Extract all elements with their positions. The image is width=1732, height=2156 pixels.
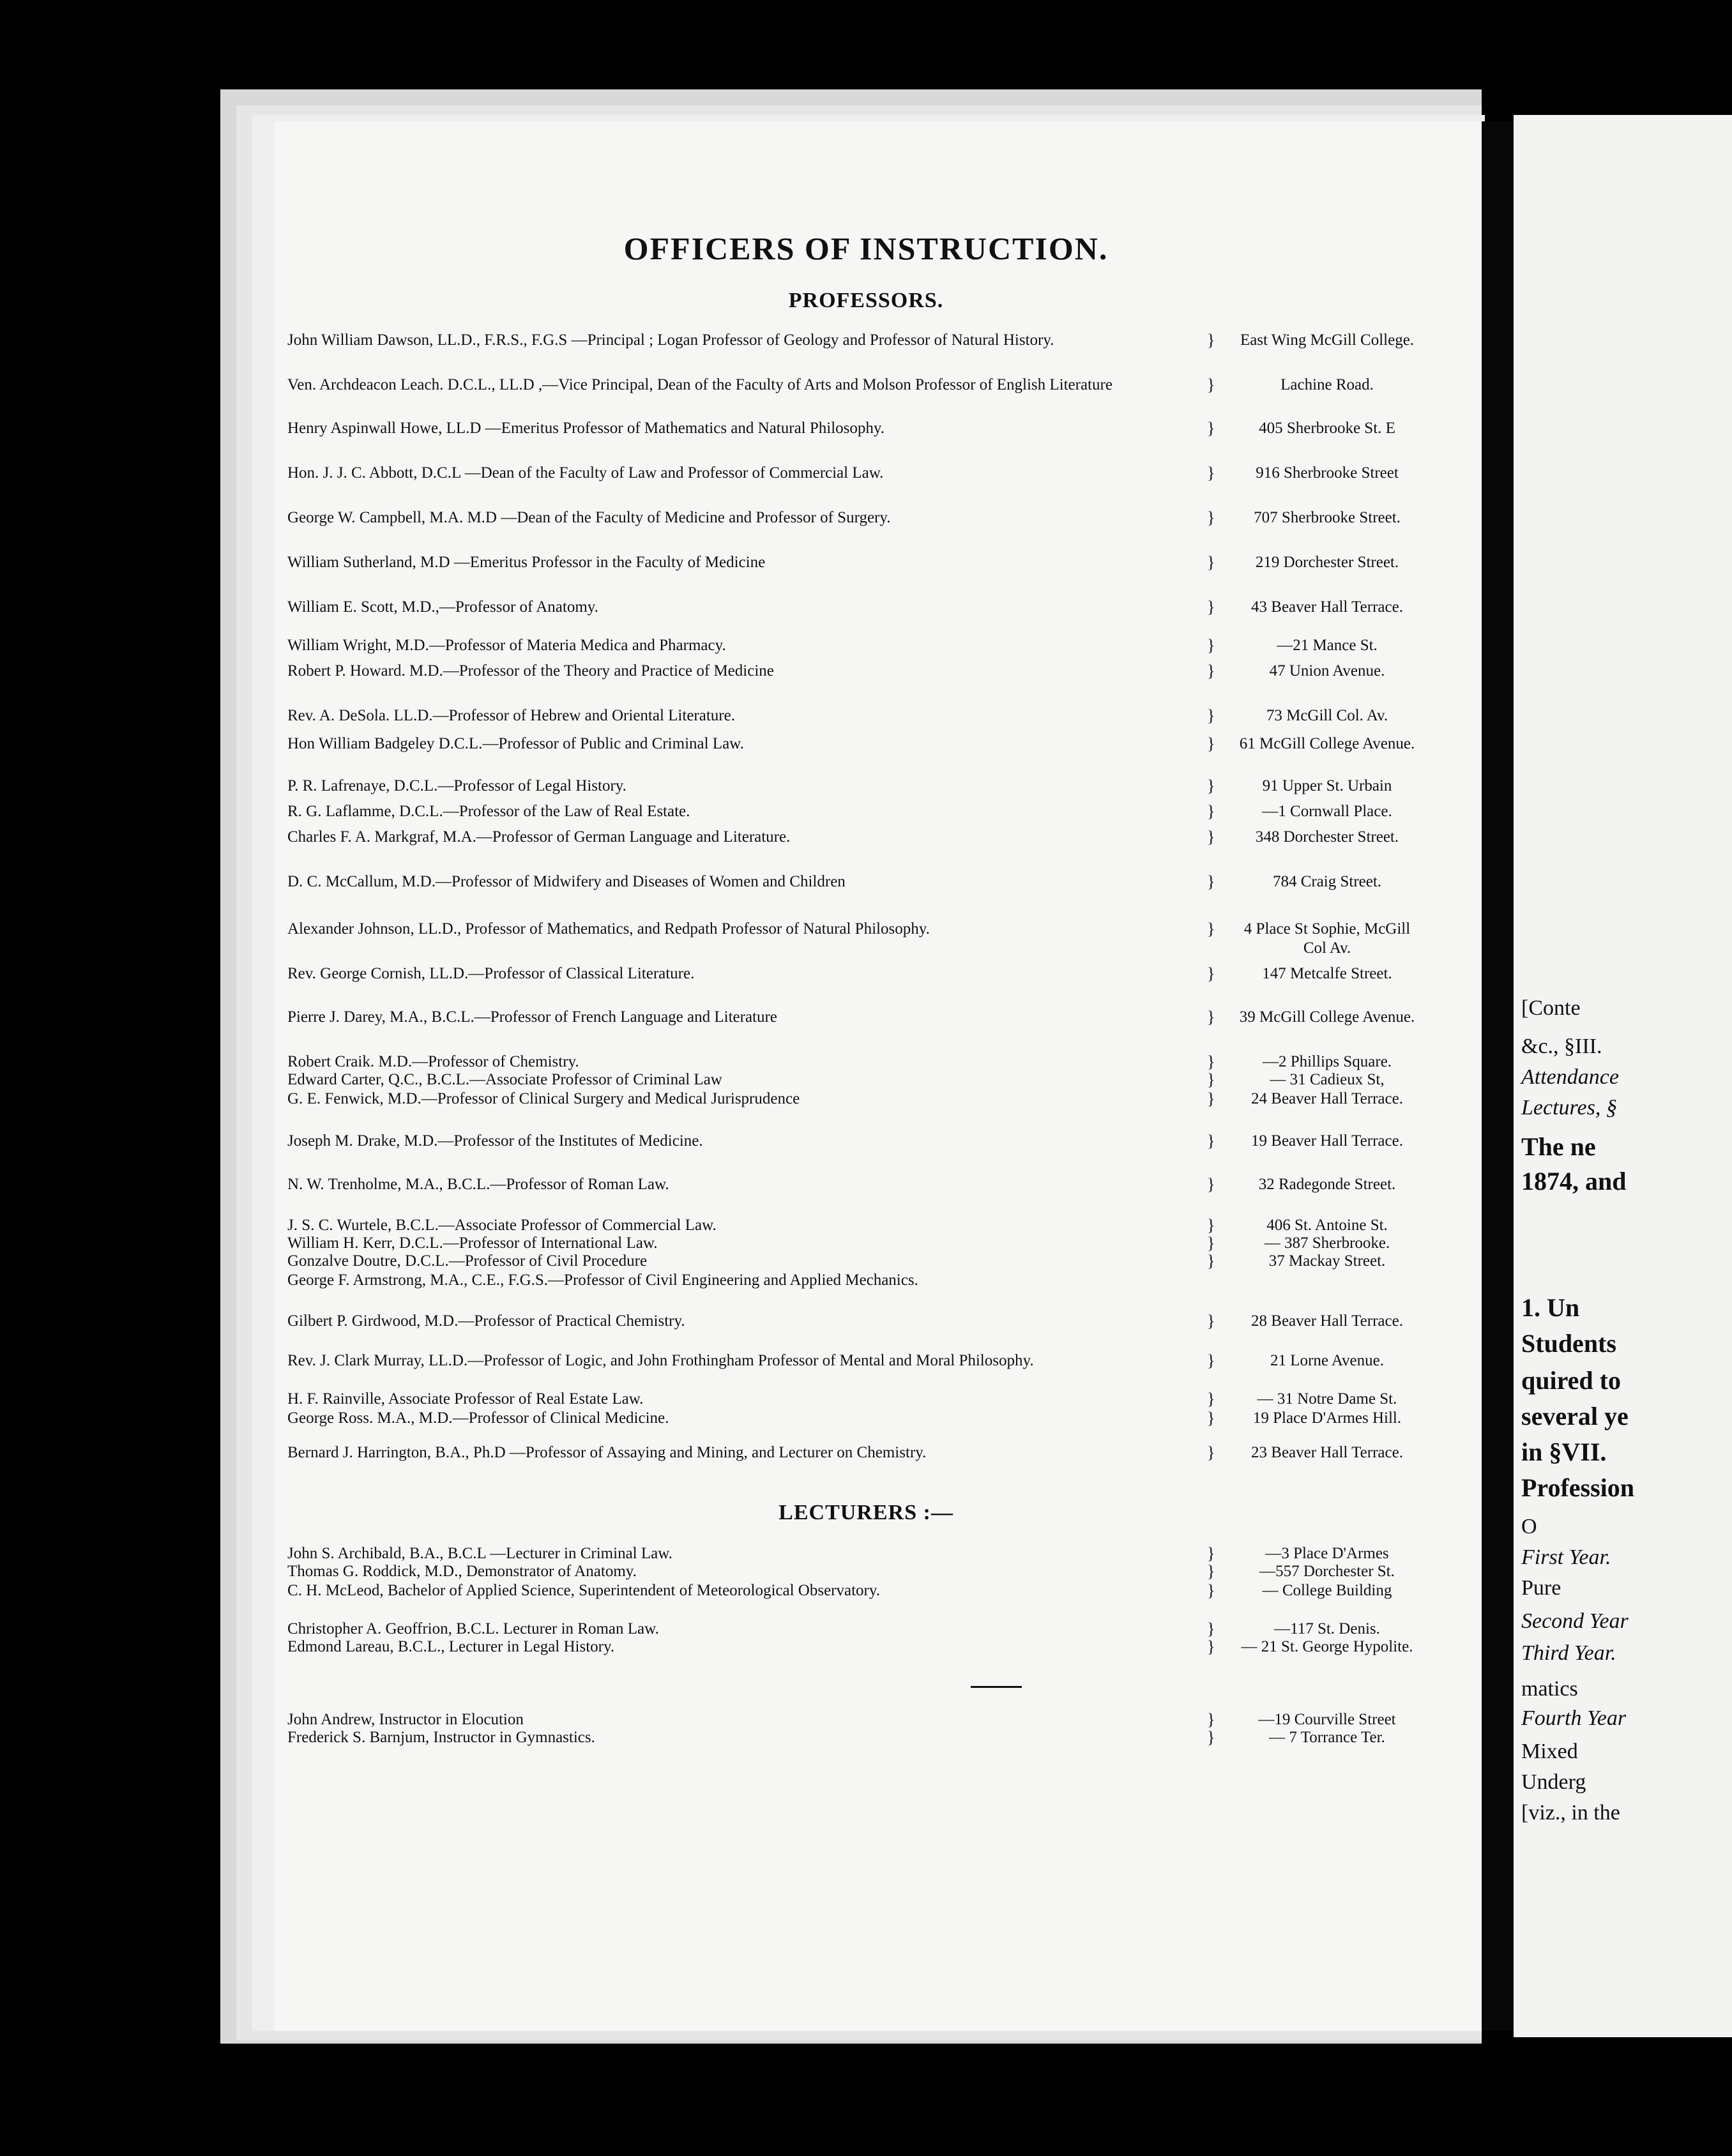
professor-entry [287, 331, 1418, 350]
professor-address: — 31 Notre Dame St. [1257, 1390, 1397, 1408]
professor-name: William E. Scott, M.D.,—Professor of Anatomy. [287, 598, 598, 616]
brace-mark: } [1207, 598, 1215, 616]
professor-entry [287, 1312, 1418, 1331]
brace-mark: } [1207, 1443, 1215, 1462]
right-page-fragment: Underg [1521, 1770, 1586, 1794]
lecturer-entry [287, 1581, 1418, 1600]
professor-name: Alexander Johnson, LL.D., Professor of Mathematics, and Redpath Professor of Natural Philosophy. [287, 920, 930, 938]
right-page-fragment: Lectures, § [1521, 1096, 1617, 1120]
instructor-address: — 7 Torrance Ter. [1269, 1729, 1385, 1746]
right-page-fragment: Third Year. [1521, 1641, 1616, 1665]
professor-address: 219 Dorchester Street. [1255, 554, 1399, 571]
professor-name: Hon William Badgeley D.C.L.—Professor of Public and Criminal Law. [287, 735, 744, 752]
brace-mark: } [1207, 1351, 1215, 1370]
brace-mark: } [1207, 1089, 1215, 1108]
brace-mark: } [1207, 1620, 1215, 1638]
professor-address: 348 Dorchester Street. [1255, 828, 1399, 846]
professor-entry [287, 508, 1418, 528]
professor-name: P. R. Lafrenaye, D.C.L.—Professor of Legal History. [287, 777, 627, 794]
instructor-entry [287, 1710, 1418, 1729]
professor-address: 23 Beaver Hall Terrace. [1251, 1444, 1403, 1461]
right-page-fragment: &c., §III. [1521, 1035, 1602, 1058]
professor-name: George F. Armstrong, M.A., C.E., F.G.S.—Professor of Civil Engineering and Applied Mechanics. [287, 1272, 918, 1289]
right-page-fragment: O [1521, 1515, 1537, 1538]
professor-entry [287, 1070, 1418, 1089]
professor-name: Gilbert P. Girdwood, M.D.—Professor of Practical Chemistry. [287, 1312, 685, 1330]
brace-mark: } [1207, 1132, 1215, 1150]
professor-address: —1 Cornwall Place. [1262, 803, 1392, 820]
professor-name: George W. Campbell, M.A. M.D —Dean of the Faculty of Medicine and Professor of Surgery. [287, 509, 891, 526]
professor-name: Rev. George Cornish, LL.D.—Professor of Classical Literature. [287, 965, 695, 982]
instructor-name: Frederick S. Barnjum, Instructor in Gymnastics. [287, 1729, 595, 1746]
professors-heading: PROFESSORS. [788, 289, 944, 312]
professor-address: — 387 Sherbrooke. [1264, 1234, 1390, 1252]
lecturer-entry [287, 1637, 1418, 1657]
professor-address: 707 Sherbrooke Street. [1254, 509, 1401, 526]
right-page-fragment: 1874, and [1521, 1167, 1627, 1196]
right-page-fragment: Attendance [1521, 1065, 1619, 1089]
professor-entry [287, 1175, 1418, 1194]
professor-address: 39 McGill College Avenue. [1239, 1008, 1415, 1026]
professor-name: Rev. J. Clark Murray, LL.D.—Professor of Logic, and John Frothingham Professor of Mental and Moral Philosophy. [287, 1352, 1034, 1369]
professor-address: — 31 Cadieux St, [1270, 1071, 1385, 1088]
brace-mark: } [1207, 1409, 1215, 1427]
right-page-fragment: quired to [1521, 1366, 1621, 1395]
right-page-fragment: matics [1521, 1677, 1578, 1701]
brace-mark: } [1207, 1008, 1215, 1026]
professor-entry [287, 1234, 1418, 1253]
professor-name: John William Dawson, LL.D., F.R.S., F.G.S —Principal ; Logan Professor of Geology and Professor of Natural History. [287, 331, 1054, 349]
professor-address: 4 Place St Sophie, McGill Col Av. [1243, 920, 1411, 957]
right-page-fragment: 1. Un [1521, 1293, 1580, 1322]
professor-address: 406 St. Antoine St. [1266, 1217, 1388, 1234]
professor-entry [287, 1089, 1418, 1109]
professor-name: D. C. McCallum, M.D.—Professor of Midwifery and Diseases of Women and Children [287, 873, 846, 890]
professor-address: 19 Beaver Hall Terrace. [1251, 1132, 1403, 1150]
brace-mark: } [1207, 464, 1215, 482]
professor-entry [287, 419, 1418, 438]
brace-mark: } [1207, 1070, 1215, 1089]
brace-mark: } [1207, 331, 1215, 349]
professor-entry [287, 802, 1418, 821]
brace-mark: } [1207, 553, 1215, 572]
professor-address: —21 Mance St. [1277, 637, 1378, 654]
right-page-fragment: Fourth Year [1521, 1706, 1627, 1730]
professor-entry [287, 706, 1418, 725]
professor-address: Lachine Road. [1280, 376, 1374, 393]
lecturer-address: — College Building [1262, 1582, 1392, 1599]
lecturer-address: — 21 St. George Hypolite. [1241, 1638, 1413, 1655]
brace-mark: } [1207, 1252, 1215, 1270]
professor-name: George Ross. M.A., M.D.—Professor of Clinical Medicine. [287, 1409, 669, 1427]
brace-mark: } [1207, 1581, 1215, 1600]
professor-entry [287, 872, 1418, 892]
professor-entry [287, 1409, 1418, 1428]
right-page-fragment: Mixed [1521, 1740, 1578, 1763]
brace-mark: } [1207, 1390, 1215, 1408]
professor-name: William H. Kerr, D.C.L.—Professor of International Law. [287, 1234, 658, 1252]
brace-mark: } [1207, 1052, 1215, 1071]
professor-entry [287, 464, 1418, 483]
brace-mark: } [1207, 1544, 1215, 1563]
professor-address: 784 Craig Street. [1272, 873, 1382, 890]
professor-entry [287, 636, 1418, 655]
professor-name: Rev. A. DeSola. LL.D.—Professor of Hebrew and Oriental Literature. [287, 707, 735, 724]
brace-mark: } [1207, 1175, 1215, 1194]
professor-address: 405 Sherbrooke St. E [1259, 420, 1395, 437]
lecturer-entry [287, 1562, 1418, 1581]
professor-entry [287, 1443, 1418, 1462]
lecturer-name: Christopher A. Geoffrion, B.C.L. Lecturer in Roman Law. [287, 1620, 659, 1637]
brace-mark: } [1207, 734, 1215, 753]
professor-name: Charles F. A. Markgraf, M.A.—Professor of German Language and Literature. [287, 828, 791, 846]
professor-address: 32 Radegonde Street. [1258, 1176, 1396, 1193]
professor-entry [287, 828, 1418, 847]
professor-address: 21 Lorne Avenue. [1270, 1352, 1384, 1369]
lecturer-address: —117 St. Denis. [1274, 1620, 1380, 1637]
professor-address: —2 Phillips Square. [1262, 1053, 1392, 1070]
professor-address: 19 Place D'Armes Hill. [1252, 1409, 1402, 1427]
lecturer-name: Edmond Lareau, B.C.L., Lecturer in Legal History. [287, 1638, 615, 1655]
right-page-fragment: Profession [1521, 1473, 1635, 1502]
professor-entry [287, 920, 1418, 957]
lecturer-name: Thomas G. Roddick, M.D., Demonstrator of Anatomy. [287, 1563, 637, 1580]
professor-entry [287, 553, 1418, 572]
professor-name: Bernard J. Harrington, B.A., Ph.D —Professor of Assaying and Mining, and Lecturer on Chemistry. [287, 1444, 927, 1461]
divider [971, 1686, 1022, 1688]
professor-name: Ven. Archdeacon Leach. D.C.L., LL.D ,—Vice Principal, Dean of the Faculty of Arts and Molson Professor of English Literature [287, 376, 1113, 393]
brace-mark: } [1207, 419, 1215, 437]
brace-mark: } [1207, 508, 1215, 527]
professor-name: N. W. Trenholme, M.A., B.C.L.—Professor of Roman Law. [287, 1176, 669, 1193]
brace-mark: } [1207, 1710, 1215, 1729]
right-page-fragment: The ne [1521, 1132, 1596, 1161]
lecturer-address: —3 Place D'Armes [1265, 1545, 1389, 1562]
professor-name: Robert Craik. M.D.—Professor of Chemistry. [287, 1053, 579, 1070]
professor-entry [287, 1252, 1418, 1271]
professor-entry [287, 1216, 1418, 1235]
instructor-address: —19 Courville Street [1258, 1711, 1396, 1728]
professor-name: G. E. Fenwick, M.D.—Professor of Clinical Surgery and Medical Jurisprudence [287, 1090, 800, 1107]
lecturer-address: —557 Dorchester St. [1259, 1563, 1395, 1580]
brace-mark: } [1207, 706, 1215, 725]
professor-name: J. S. C. Wurtele, B.C.L.—Associate Professor of Commercial Law. [287, 1217, 717, 1234]
professor-entry [287, 1351, 1418, 1370]
professor-address: 61 McGill College Avenue. [1239, 735, 1415, 752]
professor-entry [287, 598, 1418, 617]
professor-entry [287, 1390, 1418, 1409]
professor-name: Hon. J. J. C. Abbott, D.C.L —Dean of the Faculty of Law and Professor of Commercial Law. [287, 464, 884, 482]
professor-address: East Wing McGill College. [1240, 331, 1415, 349]
professor-address: 73 McGill Col. Av. [1266, 707, 1388, 724]
professor-name: Gonzalve Doutre, D.C.L.—Professor of Civil Procedure [287, 1252, 648, 1270]
professor-name: Henry Aspinwall Howe, LL.D —Emeritus Professor of Mathematics and Natural Philosophy. [287, 420, 885, 437]
brace-mark: } [1207, 920, 1215, 938]
professor-name: Joseph M. Drake, M.D.—Professor of the Institutes of Medicine. [287, 1132, 703, 1150]
lecturer-entry [287, 1620, 1418, 1639]
brace-mark: } [1207, 376, 1215, 394]
professor-address: 91 Upper St. Urbain [1262, 777, 1392, 794]
brace-mark: } [1207, 1234, 1215, 1252]
page-title: OFFICERS OF INSTRUCTION. [623, 231, 1109, 266]
professor-name: Robert P. Howard. M.D.—Professor of the Theory and Practice of Medicine [287, 662, 774, 679]
right-page-fragment: Second Year [1521, 1609, 1629, 1633]
right-page [1514, 115, 1732, 2037]
brace-mark: } [1207, 828, 1215, 846]
professor-address: 24 Beaver Hall Terrace. [1251, 1090, 1403, 1107]
professor-entry [287, 376, 1418, 395]
brace-mark: } [1207, 872, 1215, 891]
professor-address: 47 Union Avenue. [1269, 662, 1385, 679]
professor-entry [287, 1052, 1418, 1072]
professor-name: William Wright, M.D.—Professor of Materia Medica and Pharmacy. [287, 637, 726, 654]
professor-entry [287, 734, 1418, 754]
brace-mark: } [1207, 1728, 1215, 1747]
right-page-fragment: several ye [1521, 1402, 1629, 1431]
professor-address: 43 Beaver Hall Terrace. [1251, 598, 1403, 616]
professor-entry [287, 964, 1418, 983]
right-page-fragment: in §VII. [1521, 1438, 1607, 1466]
right-page-fragment: First Year. [1521, 1545, 1611, 1569]
professor-name: H. F. Rainville, Associate Professor of Real Estate Law. [287, 1390, 644, 1408]
professor-entry [287, 1008, 1418, 1027]
instructor-name: John Andrew, Instructor in Elocution [287, 1711, 524, 1728]
instructor-entry [287, 1728, 1418, 1747]
professor-entry [287, 1132, 1418, 1151]
brace-mark: } [1207, 662, 1215, 680]
lecturer-entry [287, 1544, 1418, 1563]
lecturer-name: C. H. McLeod, Bachelor of Applied Science, Superintendent of Meteorological Observatory. [287, 1582, 880, 1599]
professor-entry [287, 777, 1418, 796]
right-page-fragment: [viz., in the [1521, 1801, 1620, 1825]
professor-address: 916 Sherbrooke Street [1256, 464, 1399, 482]
brace-mark: } [1207, 1312, 1215, 1330]
professor-address: 37 Mackay Street. [1268, 1252, 1386, 1270]
professor-name: Edward Carter, Q.C., B.C.L.—Associate Professor of Criminal Law [287, 1071, 722, 1088]
professor-name: Pierre J. Darey, M.A., B.C.L.—Professor of French Language and Literature [287, 1008, 777, 1026]
brace-mark: } [1207, 1637, 1215, 1656]
brace-mark: } [1207, 777, 1215, 795]
brace-mark: } [1207, 636, 1215, 655]
professor-entry [287, 1271, 1418, 1290]
right-page-fragment: Pure [1521, 1576, 1561, 1600]
right-page-fragment: Students [1521, 1329, 1616, 1358]
lecturer-name: John S. Archibald, B.A., B.C.L —Lecturer in Criminal Law. [287, 1545, 672, 1562]
professor-name: R. G. Laflamme, D.C.L.—Professor of the Law of Real Estate. [287, 803, 690, 820]
lecturers-heading: LECTURERS :— [779, 1501, 953, 1524]
professor-address: 147 Metcalfe Street. [1262, 965, 1392, 982]
brace-mark: } [1207, 964, 1215, 983]
brace-mark: } [1207, 1216, 1215, 1234]
professor-name: William Sutherland, M.D —Emeritus Professor in the Faculty of Medicine [287, 554, 766, 571]
professor-entry [287, 662, 1418, 681]
right-page-fragment: [Conte [1521, 996, 1581, 1020]
brace-mark: } [1207, 1562, 1215, 1581]
professor-address: 28 Beaver Hall Terrace. [1251, 1312, 1403, 1330]
brace-mark: } [1207, 802, 1215, 821]
book-gutter [1482, 121, 1514, 2031]
